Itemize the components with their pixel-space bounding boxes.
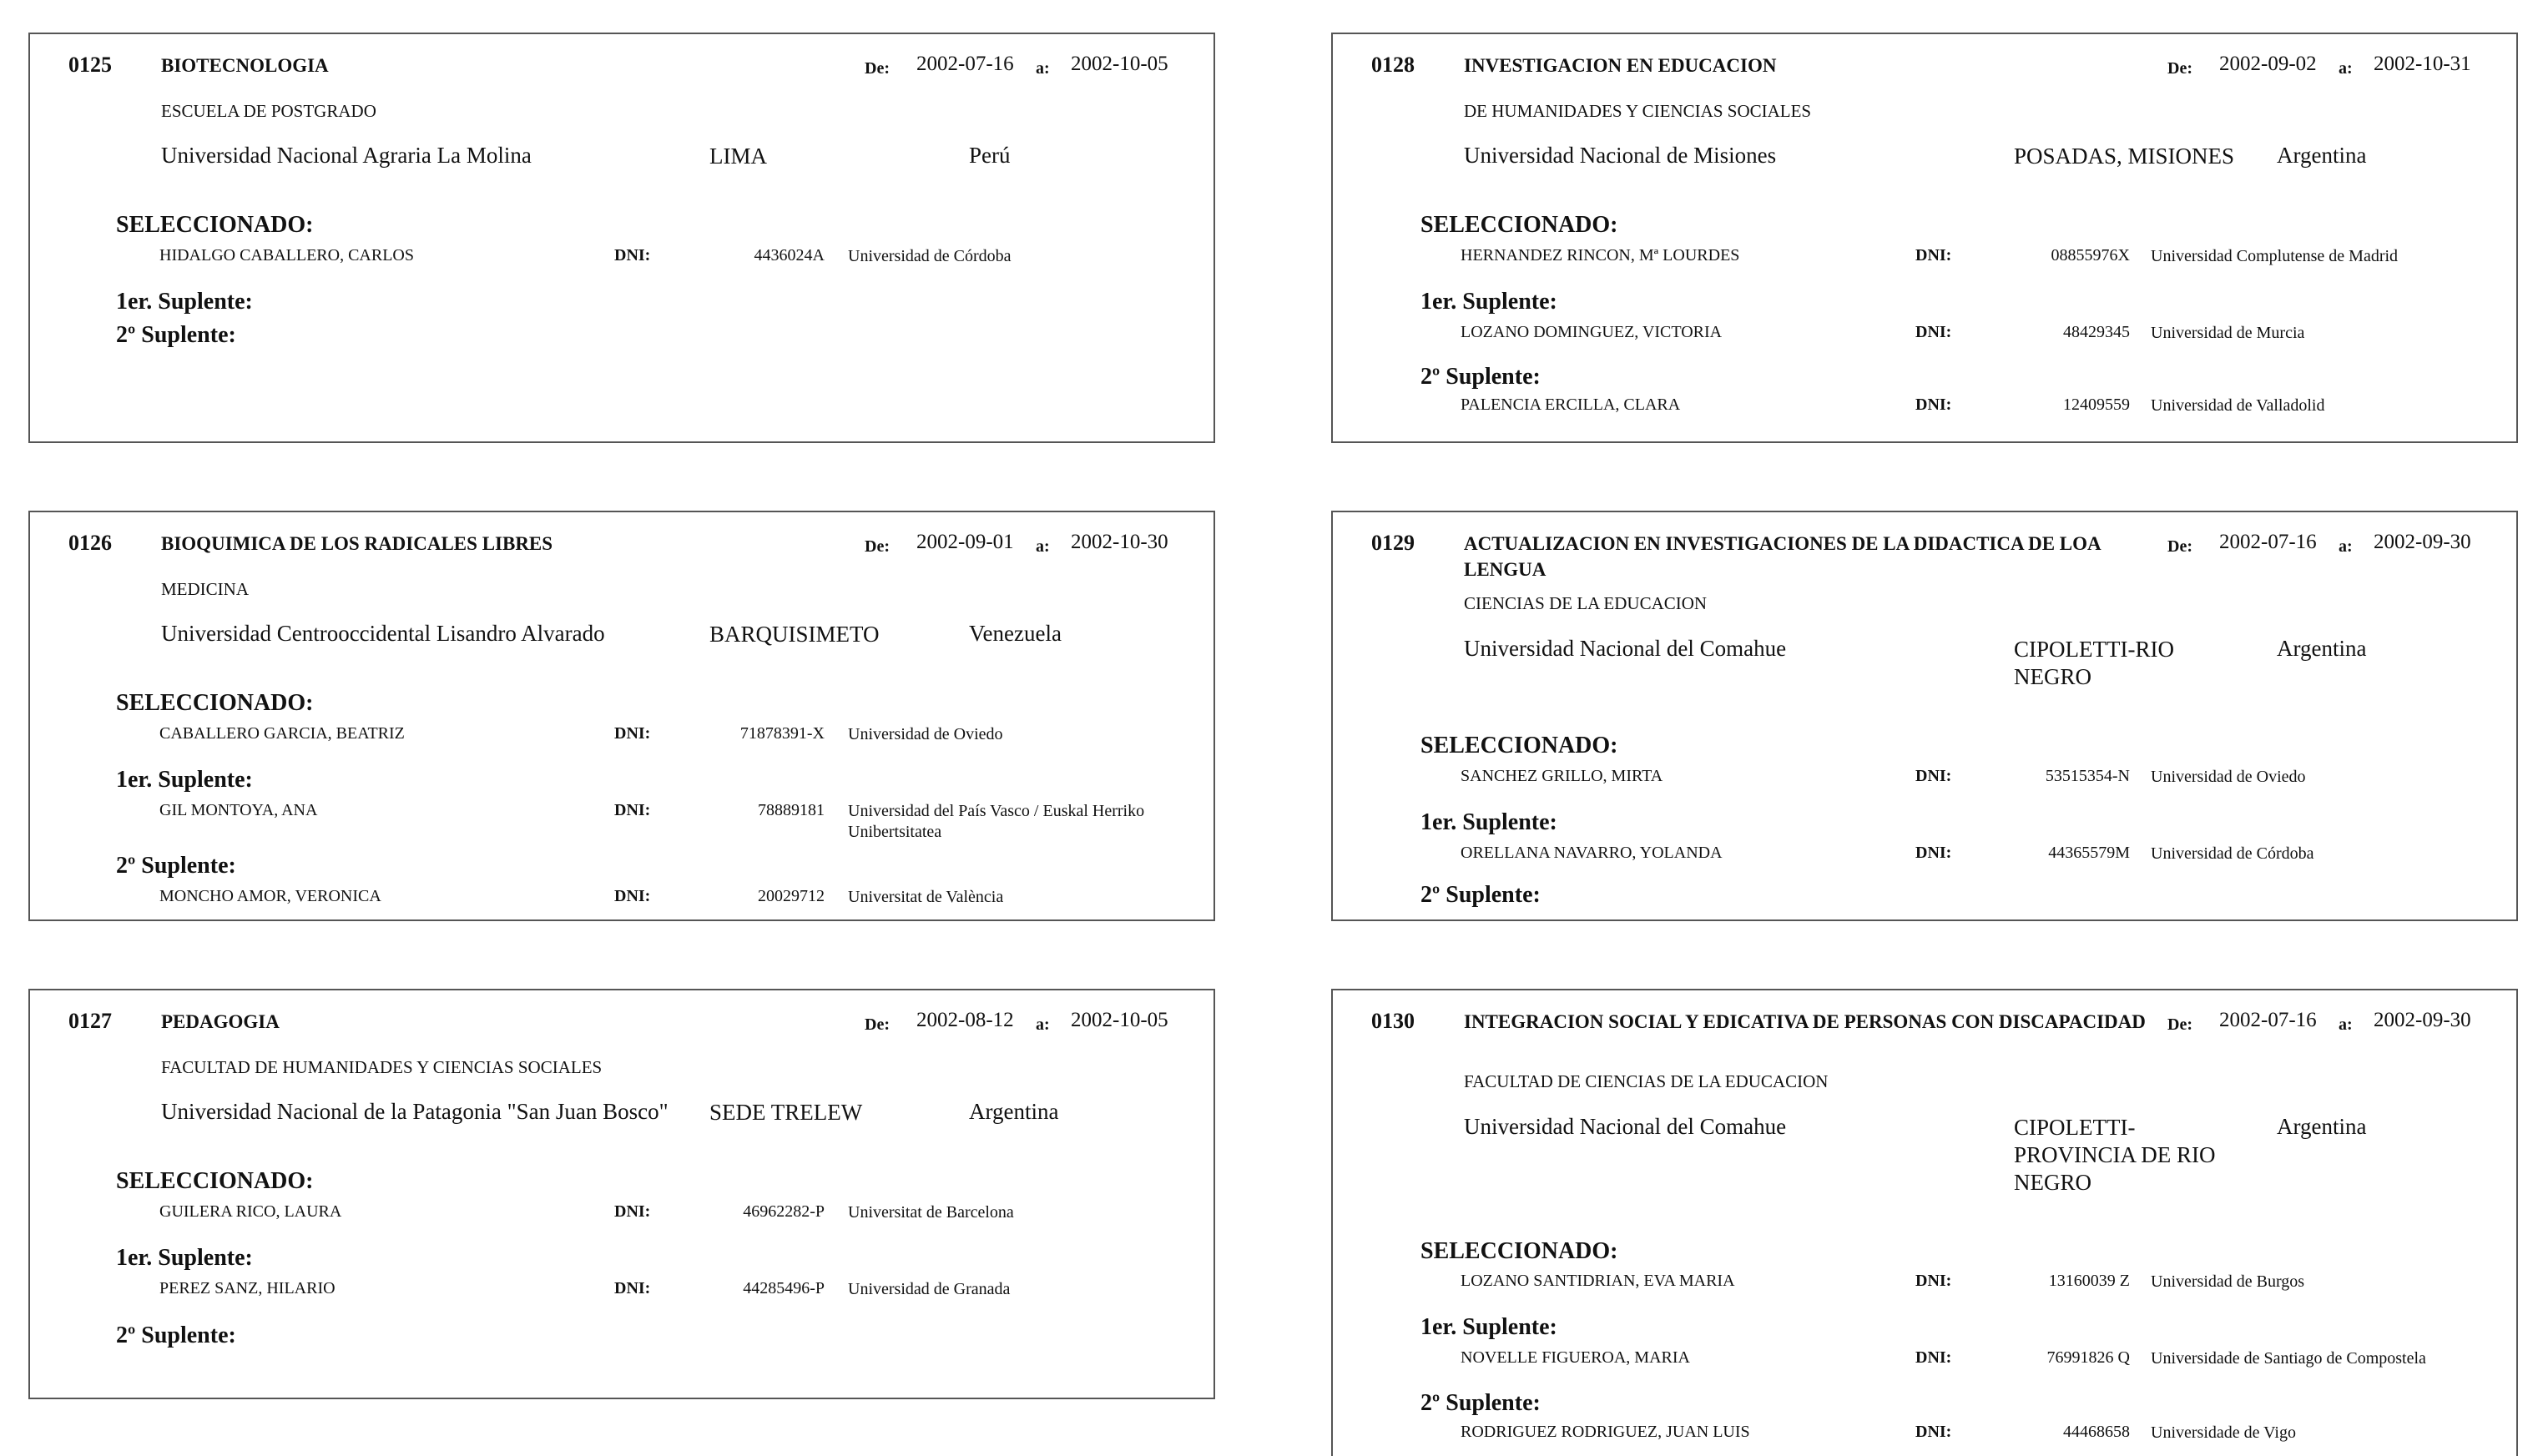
selected-dni: 4436024A — [754, 246, 825, 264]
selected-name: LOZANO SANTIDRIAN, EVA MARIA — [1461, 1272, 1735, 1290]
seleccionado-label: SELECCIONADO: — [1420, 733, 1618, 758]
host-city: CIPOLETTI-PROVINCIA DE RIO NEGRO — [2014, 1115, 2216, 1195]
suplente1-university: Universidad de Murcia — [2151, 324, 2305, 342]
suplente2-university: Universitat de València — [848, 888, 1004, 906]
selected-name: GUILERA RICO, LAURA — [159, 1202, 342, 1221]
selected-name: HIDALGO CABALLERO, CARLOS — [159, 246, 414, 264]
to-date: 2002-10-31 — [2374, 53, 2471, 75]
to-date: 2002-09-30 — [2374, 531, 2471, 553]
dni-label: DNI: — [614, 1202, 651, 1221]
host-city: CIPOLETTI-RIO NEGRO — [2014, 637, 2174, 689]
host-country: Argentina — [2277, 1114, 2367, 1139]
to-label: a: — [2339, 59, 2353, 78]
host-university: Universidad Nacional del Comahue — [1464, 636, 1787, 661]
seleccionado-label: SELECCIONADO: — [116, 690, 314, 716]
school-name: CIENCIAS DE LA EDUCACION — [1464, 593, 1708, 613]
school-name: ESCUELA DE POSTGRADO — [161, 101, 376, 121]
suplente1-university: Universidade de Santiago de Compostela — [2151, 1349, 2426, 1368]
suplente1-name: NOVELLE FIGUEROA, MARIA — [1461, 1348, 1690, 1367]
suplente1-name: PEREZ SANZ, HILARIO — [159, 1279, 336, 1297]
from-label: De: — [865, 1015, 890, 1034]
program-code: 0125 — [68, 53, 112, 77]
suplente2-label: 2º Suplente: — [1420, 364, 1541, 390]
school-name: DE HUMANIDADES Y CIENCIAS SOCIALES — [1464, 101, 1812, 121]
program-code: 0128 — [1371, 53, 1415, 77]
dni-label: DNI: — [1915, 323, 1952, 341]
suplente1-dni: 44365579M — [2048, 844, 2130, 862]
selected-name: SANCHEZ GRILLO, MIRTA — [1461, 767, 1663, 785]
suplente2-dni: 20029712 — [758, 887, 825, 905]
to-label: a: — [1036, 1015, 1050, 1034]
dni-label: DNI: — [614, 801, 651, 819]
host-country: Perú — [969, 143, 1011, 168]
suplente2-name: PALENCIA ERCILLA, CLARA — [1461, 395, 1681, 414]
program-title: INTEGRACION SOCIAL Y EDICATIVA DE PERSONAS CON DISCAPACIDAD — [1464, 1011, 2146, 1032]
selected-university: Universidad Complutense de Madrid — [2151, 247, 2399, 265]
dni-label: DNI: — [614, 724, 651, 743]
program-code: 0127 — [68, 1009, 112, 1033]
school-name: FACULTAD DE CIENCIAS DE LA EDUCACION — [1464, 1071, 1829, 1091]
program-card-0129 — [1331, 511, 2518, 921]
host-country: Venezuela — [969, 621, 1062, 646]
to-date: 2002-10-30 — [1071, 531, 1168, 553]
suplente2-dni: 12409559 — [2063, 395, 2130, 414]
suplente1-name: ORELLANA NAVARRO, YOLANDA — [1461, 844, 1723, 862]
program-code: 0126 — [68, 531, 112, 555]
from-label: De: — [2167, 1015, 2192, 1034]
suplente1-name: GIL MONTOYA, ANA — [159, 801, 318, 819]
program-code: 0129 — [1371, 531, 1415, 555]
from-date: 2002-07-16 — [2219, 531, 2317, 553]
selected-name: CABALLERO GARCIA, BEATRIZ — [159, 724, 405, 743]
to-label: a: — [2339, 1015, 2353, 1034]
suplente1-dni: 76991826 Q — [2046, 1348, 2130, 1367]
dni-label: DNI: — [1915, 395, 1952, 414]
host-country: Argentina — [969, 1099, 1059, 1124]
host-city: LIMA — [709, 144, 767, 169]
dni-label: DNI: — [1915, 1272, 1952, 1290]
selected-university: Universidad de Burgos — [2151, 1272, 2305, 1291]
from-date: 2002-08-12 — [916, 1009, 1014, 1031]
suplente2-dni: 44468658 — [2063, 1423, 2130, 1441]
selected-university: Universidad de Oviedo — [2151, 768, 2306, 786]
school-name: MEDICINA — [161, 579, 249, 599]
to-label: a: — [1036, 59, 1050, 78]
host-country: Argentina — [2277, 636, 2367, 661]
host-city: BARQUISIMETO — [709, 622, 880, 647]
host-university: Universidad Nacional de la Patagonia "San Juan Bosco" — [161, 1099, 669, 1124]
host-country: Argentina — [2277, 143, 2367, 168]
to-date: 2002-10-05 — [1071, 53, 1168, 75]
dni-label: DNI: — [614, 246, 651, 264]
suplente1-label: 1er. Suplente: — [116, 289, 253, 315]
selected-university: Universidad de Oviedo — [848, 725, 1003, 743]
dni-label: DNI: — [1915, 1348, 1952, 1367]
dni-label: DNI: — [614, 1279, 651, 1297]
suplente2-name: RODRIGUEZ RODRIGUEZ, JUAN LUIS — [1461, 1423, 1750, 1441]
program-title: ACTUALIZACION EN INVESTIGACIONES DE LA DIDACTICA DE LOA LENGUA — [1464, 533, 2101, 580]
from-date: 2002-09-01 — [916, 531, 1014, 553]
suplente1-label: 1er. Suplente: — [116, 767, 253, 793]
program-card-0130 — [1331, 989, 2518, 1456]
dni-label: DNI: — [614, 887, 651, 905]
program-card-0127 — [28, 989, 1215, 1399]
dni-label: DNI: — [1915, 844, 1952, 862]
suplente1-university: Universidad del País Vasco / Euskal Herriko Unibertsitatea — [848, 802, 1145, 841]
host-university: Universidad Centrooccidental Lisandro Alvarado — [161, 621, 605, 646]
from-date: 2002-07-16 — [2219, 1009, 2317, 1031]
program-card-0125 — [28, 33, 1215, 443]
from-label: De: — [2167, 537, 2192, 556]
dni-label: DNI: — [1915, 1423, 1952, 1441]
suplente1-label: 1er. Suplente: — [1420, 1314, 1557, 1340]
host-university: Universidad Nacional Agraria La Molina — [161, 143, 532, 168]
school-name: FACULTAD DE HUMANIDADES Y CIENCIAS SOCIALES — [161, 1057, 603, 1077]
program-title: BIOQUIMICA DE LOS RADICALES LIBRES — [161, 533, 553, 554]
suplente1-label: 1er. Suplente: — [1420, 809, 1557, 835]
program-title: INVESTIGACION EN EDUCACION — [1464, 55, 1777, 76]
program-card-0128 — [1331, 33, 2518, 443]
host-city: POSADAS, MISIONES — [2014, 144, 2235, 169]
suplente2-label: 2º Suplente: — [1420, 882, 1541, 908]
selected-dni: 53515354-N — [2045, 767, 2130, 785]
selected-dni: 71878391-X — [739, 724, 825, 743]
to-label: a: — [2339, 537, 2353, 556]
selected-dni: 08855976X — [2051, 246, 2130, 264]
suplente2-university: Universidade de Vigo — [2151, 1423, 2296, 1442]
seleccionado-label: SELECCIONADO: — [1420, 212, 1618, 238]
to-date: 2002-10-05 — [1071, 1009, 1168, 1031]
suplente2-label: 2º Suplente: — [116, 1322, 236, 1348]
from-label: De: — [865, 59, 890, 78]
suplente1-label: 1er. Suplente: — [1420, 289, 1557, 315]
suplente1-dni: 48429345 — [2063, 323, 2130, 341]
selected-name: HERNANDEZ RINCON, Mª LOURDES — [1461, 246, 1740, 264]
selected-university: Universidad de Córdoba — [848, 247, 1012, 265]
to-date: 2002-09-30 — [2374, 1009, 2471, 1031]
suplente1-dni: 78889181 — [758, 801, 825, 819]
seleccionado-label: SELECCIONADO: — [1420, 1238, 1618, 1264]
suplente1-university: Universidad de Córdoba — [2151, 844, 2314, 863]
suplente2-label: 2º Suplente: — [1420, 1390, 1541, 1416]
suplente2-university: Universidad de Valladolid — [2151, 396, 2325, 415]
dni-label: DNI: — [1915, 246, 1952, 264]
seleccionado-label: SELECCIONADO: — [116, 1168, 314, 1194]
suplente2-label: 2º Suplente: — [116, 853, 236, 879]
program-code: 0130 — [1371, 1009, 1415, 1033]
host-university: Universidad Nacional del Comahue — [1464, 1114, 1787, 1139]
selected-university: Universitat de Barcelona — [848, 1203, 1014, 1222]
from-date: 2002-07-16 — [916, 53, 1014, 75]
host-university: Universidad Nacional de Misiones — [1464, 143, 1777, 168]
selected-dni: 13160039 Z — [2048, 1272, 2130, 1290]
suplente1-dni: 44285496-P — [743, 1279, 825, 1297]
suplente1-university: Universidad de Granada — [848, 1280, 1011, 1298]
host-city: SEDE TRELEW — [709, 1100, 863, 1125]
program-title: BIOTECNOLOGIA — [161, 55, 329, 76]
suplente2-label: 2º Suplente: — [116, 322, 236, 348]
from-label: De: — [2167, 59, 2192, 78]
program-card-0126 — [28, 511, 1215, 921]
suplente1-label: 1er. Suplente: — [116, 1245, 253, 1271]
program-title: PEDAGOGIA — [161, 1011, 280, 1032]
to-label: a: — [1036, 537, 1050, 556]
from-date: 2002-09-02 — [2219, 53, 2317, 75]
selected-dni: 46962282-P — [743, 1202, 825, 1221]
seleccionado-label: SELECCIONADO: — [116, 212, 314, 238]
suplente2-name: MONCHO AMOR, VERONICA — [159, 887, 381, 905]
from-label: De: — [865, 537, 890, 556]
suplente1-name: LOZANO DOMINGUEZ, VICTORIA — [1461, 323, 1723, 341]
dni-label: DNI: — [1915, 767, 1952, 785]
